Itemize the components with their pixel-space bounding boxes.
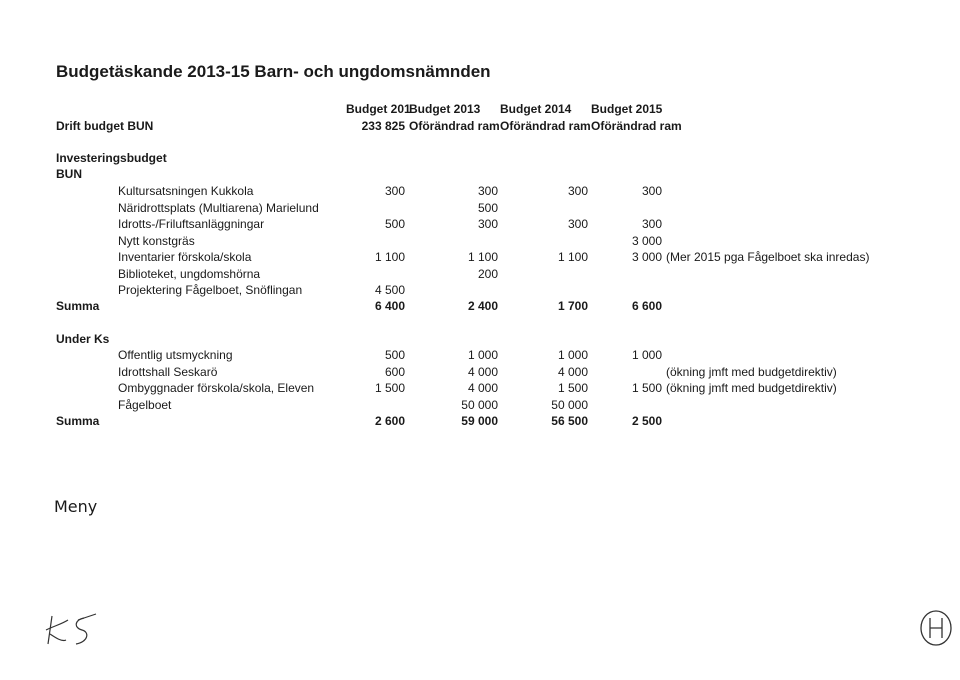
- ks-row-value: 500: [384, 348, 405, 362]
- investering-row-value: 300: [641, 184, 662, 198]
- investering-summa-2013: 2 400: [467, 299, 498, 313]
- investering-row-label: Inventarier förskola/skola: [118, 250, 252, 264]
- ks-summa-2013: 59 000: [461, 414, 498, 428]
- investering-summa-2015: 6 600: [631, 299, 662, 313]
- investering-row-value: 3 000: [631, 233, 662, 248]
- investering-row-value: 1 100: [467, 250, 498, 264]
- ks-row-value: 1 000: [631, 348, 662, 362]
- ks-summa-2014: 56 500: [551, 414, 588, 428]
- col-header-budget-2013: Budget 2013: [409, 102, 481, 116]
- ks-row-note: (ökning jmft med budgetdirektiv): [666, 381, 837, 395]
- page-stamp-h: [918, 608, 954, 648]
- investering-row-label: Kultursatsningen Kukkola: [118, 184, 254, 198]
- investering-row-label: Idrotts-/Friluftsanläggningar: [118, 217, 265, 231]
- investering-row-value: 300: [477, 217, 498, 231]
- ks-row-value: 4 000: [467, 364, 498, 379]
- investering-row-label: Nytt konstgräs: [118, 233, 195, 248]
- investering-summa-201: 6 400: [374, 299, 405, 313]
- ks-row-note: (ökning jmft med budgetdirektiv): [666, 364, 837, 379]
- investering-row-value: 300: [567, 217, 588, 231]
- ks-summa-2015: 2 500: [631, 414, 662, 428]
- investering-row-label: Biblioteket, ungdomshörna: [118, 266, 261, 281]
- ks-row-value: 1 500: [557, 381, 588, 395]
- drift-label: Drift budget BUN: [56, 119, 154, 133]
- ks-row-label: Offentlig utsmyckning: [118, 348, 233, 362]
- ks-row-value: 4 000: [467, 381, 498, 395]
- investering-row-note: (Mer 2015 pga Fågelboet ska inredas): [666, 250, 870, 264]
- ks-row-label: Idrottshall Seskarö: [118, 364, 218, 379]
- col-header-budget-201: Budget 201: [346, 102, 411, 116]
- page-title: Budgetäskande 2013-15 Barn- och ungdomsnämnden: [56, 62, 491, 81]
- handwritten-signature: [40, 610, 102, 650]
- ks-row-value: 4 000: [557, 364, 588, 379]
- investering-row-value: 300: [384, 184, 405, 198]
- investering-row-value: 500: [384, 217, 405, 231]
- ks-row-label: Ombyggnader förskola/skola, Eleven: [118, 381, 315, 395]
- investering-row-value: 4 500: [374, 283, 405, 297]
- investering-row-label: Näridrottsplats (Multiarena) Marielund: [118, 200, 319, 215]
- investering-row-label: Projektering Fågelboet, Snöflingan: [118, 283, 303, 297]
- investering-row-value: 3 000: [631, 250, 662, 264]
- investering-row-value: 200: [477, 266, 498, 281]
- ks-row-value: 1 500: [631, 381, 662, 395]
- ks-row-value: 1 500: [374, 381, 405, 395]
- investering-summa-label: Summa: [56, 299, 100, 313]
- ks-row-label: Fågelboet: [118, 397, 172, 412]
- ks-summa-label: Summa: [56, 414, 100, 428]
- investering-row-value: 1 100: [374, 250, 405, 264]
- ks-summa-201: 2 600: [374, 414, 405, 428]
- bun-heading: BUN: [56, 167, 82, 181]
- col-header-budget-2014: Budget 2014: [500, 102, 572, 116]
- ks-row-value: 1 000: [467, 348, 498, 362]
- investering-row-value: 300: [567, 184, 588, 198]
- investering-row-value: 1 100: [557, 250, 588, 264]
- drift-value-2013: Oförändrad ram: [409, 119, 500, 133]
- investering-row-value: 300: [641, 217, 662, 231]
- ks-row-value: 50 000: [551, 397, 588, 412]
- investering-row-value: 300: [477, 184, 498, 198]
- col-header-budget-2015: Budget 2015: [591, 102, 663, 116]
- drift-value-201: 233 825: [361, 119, 405, 133]
- investering-heading: Investeringsbudget: [56, 151, 167, 165]
- drift-value-2015: Oförändrad ram: [591, 119, 682, 133]
- ks-heading: Under Ks: [56, 332, 110, 346]
- meny-link[interactable]: Meny: [54, 497, 98, 516]
- ks-row-value: 1 000: [557, 348, 588, 362]
- ks-row-value: 600: [384, 364, 405, 379]
- investering-summa-2014: 1 700: [557, 299, 588, 313]
- ks-row-value: 50 000: [461, 397, 498, 412]
- investering-row-value: 500: [477, 200, 498, 215]
- drift-value-2014: Oförändrad ram: [500, 119, 591, 133]
